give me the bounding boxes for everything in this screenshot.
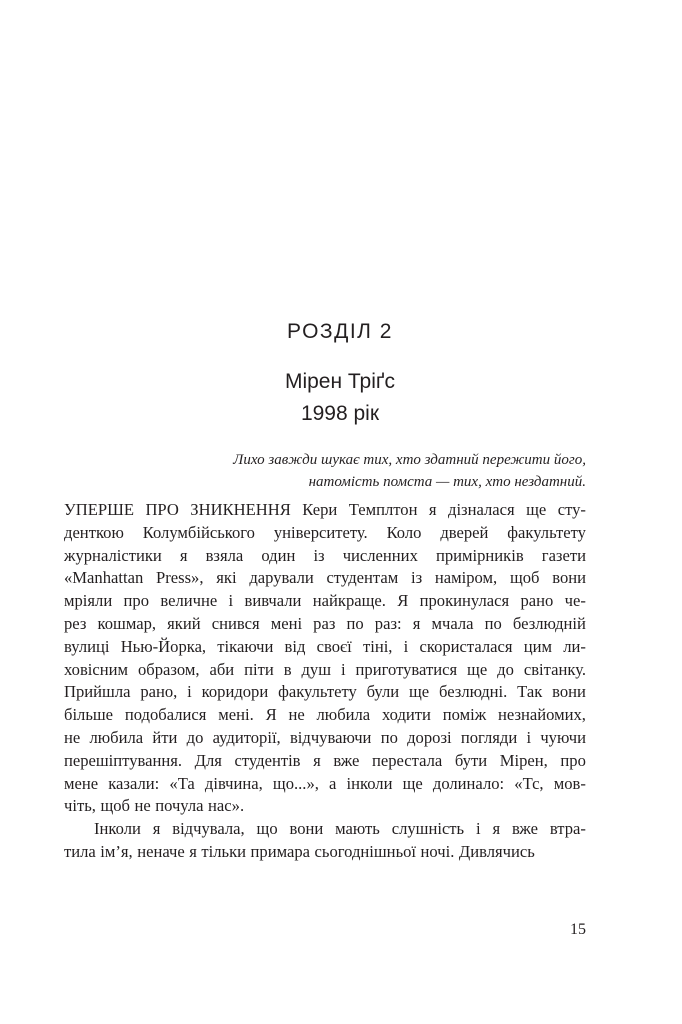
body-line: «Manhattan Press», які дарували студентам із наміром, щоб вони bbox=[64, 568, 586, 588]
body-line: мене казали: «Та дівчина, що...», а інколи ще долинало: «Тс, мов- bbox=[64, 773, 586, 793]
body-line: УПЕРШЕ ПРО ЗНИКНЕННЯ Кери Темплтон я дізналася ще сту- bbox=[64, 500, 586, 519]
body-line: не любила йти до аудиторії, відчуваючи по дорозі погляди і чуючи bbox=[64, 727, 586, 747]
chapter-label: РОЗДІЛ 2 bbox=[287, 320, 393, 343]
body-line: вулиці Нью-Йорка, тікаючи від своєї тіні, і скористалася цим ли- bbox=[64, 636, 586, 656]
body-line: Прийшла рано, і коридори факультету були ще безлюдні. Так вони bbox=[64, 682, 586, 702]
body-line: тила ім’я, неначе я тільки примара сьогоднішньої ночі. Дивлячись bbox=[64, 841, 535, 861]
body-line: Інколи я відчувала, що вони мають слушність і я вже втра- bbox=[94, 819, 586, 839]
body-line: рез кошмар, який снився мені раз по раз: я мчала по безлюдній bbox=[64, 613, 586, 633]
epigraph bbox=[166, 449, 586, 493]
body-line: мріяли про величне і вивчали найкраще. Я прокинулася рано че- bbox=[64, 591, 586, 611]
body-line: журналістики я взяла один із численних примірників газети bbox=[64, 545, 586, 565]
body-line: перешіптування. Для студентів я вже перестала бути Мірен, про bbox=[64, 750, 586, 770]
page-number: 15 bbox=[570, 921, 586, 938]
epigraph-line: Лихо завжди шукає тих, хто здатний пережити його, bbox=[233, 452, 586, 468]
body-line: денткою Колумбійського університету. Коло дверей факультету bbox=[64, 522, 586, 542]
chapter-character-name: Мірен Тріґс bbox=[284, 370, 396, 393]
body-line: ховісним образом, аби піти в душ і приготуватися ще до світанку. bbox=[64, 659, 586, 679]
body-line: чіть, щоб не почула нас». bbox=[64, 796, 245, 816]
body-line: більше подобалися мені. Я не любила ходити поміж незнайомих, bbox=[64, 705, 586, 725]
chapter-year: 1998 рік bbox=[300, 402, 380, 425]
body-text bbox=[64, 499, 586, 864]
epigraph-line: натомість помста — тих, хто нездатний. bbox=[308, 474, 586, 490]
